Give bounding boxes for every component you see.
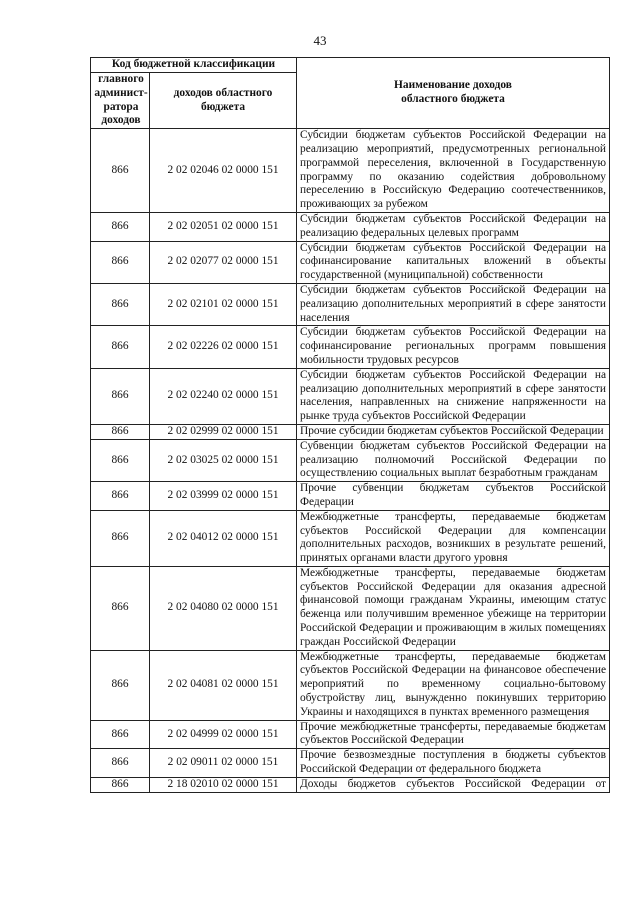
income-code-cell: 2 18 02010 02 0000 151 xyxy=(150,777,297,792)
table-row xyxy=(91,650,610,720)
table-row xyxy=(91,439,610,481)
admin-code-cell: 866 xyxy=(91,566,150,650)
income-name-cell: Субсидии бюджетам субъектов Российской Федерации на реализацию мероприятий, предусмотренных региональной программой переселения, включенной в Государственную программу по оказанию содействия добровольному переселению в Российскую Федерацию соотечественников, проживающих за рубежом xyxy=(297,129,610,213)
income-name-cell: Прочие межбюджетные трансферты, передаваемые бюджетам субъектов Российской Федерации xyxy=(297,720,610,749)
income-name-cell: Субсидии бюджетам субъектов Российской Федерации на софинансирование региональных программ повышения мобильности трудовых ресурсов xyxy=(297,326,610,368)
table-row xyxy=(91,326,610,368)
income-code-cell: 2 02 04999 02 0000 151 xyxy=(150,720,297,749)
table-row xyxy=(91,749,610,778)
income-code-cell: 2 02 02101 02 0000 151 xyxy=(150,283,297,325)
budget-classification-table xyxy=(90,57,610,793)
admin-code-cell: 866 xyxy=(91,650,150,720)
income-name-cell: Субвенции бюджетам субъектов Российской Федерации на реализацию полномочий Российской Федерации по осуществлению социальных выплат безработным гражданам xyxy=(297,439,610,481)
income-code-cell: 2 02 02999 02 0000 151 xyxy=(150,424,297,439)
income-name-cell: Доходы бюджетов субъектов Российской Федерации от xyxy=(297,777,610,792)
table-row xyxy=(91,368,610,424)
income-code-cell: 2 02 02051 02 0000 151 xyxy=(150,212,297,241)
table-row xyxy=(91,241,610,283)
income-code-cell: 2 02 02226 02 0000 151 xyxy=(150,326,297,368)
income-code-cell: 2 02 09011 02 0000 151 xyxy=(150,749,297,778)
table-row xyxy=(91,424,610,439)
income-name-cell: Прочие безвозмездные поступления в бюджеты субъектов Российской Федерации от федерального бюджета xyxy=(297,749,610,778)
income-name-cell: Прочие субсидии бюджетам субъектов Российской Федерации xyxy=(297,424,610,439)
income-code-cell: 2 02 04080 02 0000 151 xyxy=(150,566,297,650)
income-name-cell: Межбюджетные трансферты, передаваемые бюджетам субъектов Российской Федерации на финансовое обеспечение мероприятий по временному социально-бытовому обустройству лиц, вынужденно покинувших территорию Украины и находящихся в пунктах временного размещения xyxy=(297,650,610,720)
admin-code-cell: 866 xyxy=(91,720,150,749)
income-code-cell: 2 02 03999 02 0000 151 xyxy=(150,482,297,511)
table-row xyxy=(91,482,610,511)
income-code-cell: 2 02 02240 02 0000 151 xyxy=(150,368,297,424)
header-regional-income: доходов областного бюджета xyxy=(150,73,297,129)
admin-code-cell: 866 xyxy=(91,510,150,566)
admin-code-cell: 866 xyxy=(91,482,150,511)
income-name-cell: Межбюджетные трансферты, передаваемые бюджетам субъектов Российской Федерации для оказания адресной финансовой помощи гражданам Украины, имеющим статус беженца или получившим временное убежище на территории Российской Федерации и проживающим в жилых помещениях граждан Российской Федерации xyxy=(297,566,610,650)
income-name-cell: Субсидии бюджетам субъектов Российской Федерации на реализацию дополнительных мероприятий в сфере занятости населения, направленных на снижение напряженности на рынке труда субъектов Российской Федерации xyxy=(297,368,610,424)
admin-code-cell: 866 xyxy=(91,283,150,325)
admin-code-cell: 866 xyxy=(91,749,150,778)
header-income-name: Наименование доходов областного бюджета xyxy=(297,58,610,129)
income-code-cell: 2 02 04012 02 0000 151 xyxy=(150,510,297,566)
header-chief-administrator: главного админист-ратора доходов xyxy=(91,73,150,129)
admin-code-cell: 866 xyxy=(91,439,150,481)
table-row xyxy=(91,566,610,650)
table-row xyxy=(91,510,610,566)
income-name-cell: Межбюджетные трансферты, передаваемые бюджетам субъектов Российской Федерации для компенсации дополнительных расходов, возникших в результате решений, принятых органами власти другого уровня xyxy=(297,510,610,566)
admin-code-cell: 866 xyxy=(91,241,150,283)
income-code-cell: 2 02 02046 02 0000 151 xyxy=(150,129,297,213)
income-name-cell: Прочие субвенции бюджетам субъектов Российской Федерации xyxy=(297,482,610,511)
income-name-cell: Субсидии бюджетам субъектов Российской Федерации на реализацию дополнительных мероприятий в сфере занятости населения xyxy=(297,283,610,325)
admin-code-cell: 866 xyxy=(91,129,150,213)
income-code-cell: 2 02 04081 02 0000 151 xyxy=(150,650,297,720)
table-row xyxy=(91,720,610,749)
income-name-cell: Субсидии бюджетам субъектов Российской Федерации на софинансирование капитальных вложений в объекты государственной (муниципальной) собственности xyxy=(297,241,610,283)
table-row xyxy=(91,212,610,241)
table-row xyxy=(91,777,610,792)
header-budget-code: Код бюджетной классификации xyxy=(91,58,297,73)
table-row xyxy=(91,283,610,325)
admin-code-cell: 866 xyxy=(91,777,150,792)
table-row xyxy=(91,129,610,213)
admin-code-cell: 866 xyxy=(91,212,150,241)
admin-code-cell: 866 xyxy=(91,424,150,439)
admin-code-cell: 866 xyxy=(91,368,150,424)
page-number: 43 xyxy=(313,33,327,48)
admin-code-cell: 866 xyxy=(91,326,150,368)
income-code-cell: 2 02 03025 02 0000 151 xyxy=(150,439,297,481)
income-code-cell: 2 02 02077 02 0000 151 xyxy=(150,241,297,283)
income-name-cell: Субсидии бюджетам субъектов Российской Федерации на реализацию федеральных целевых программ xyxy=(297,212,610,241)
